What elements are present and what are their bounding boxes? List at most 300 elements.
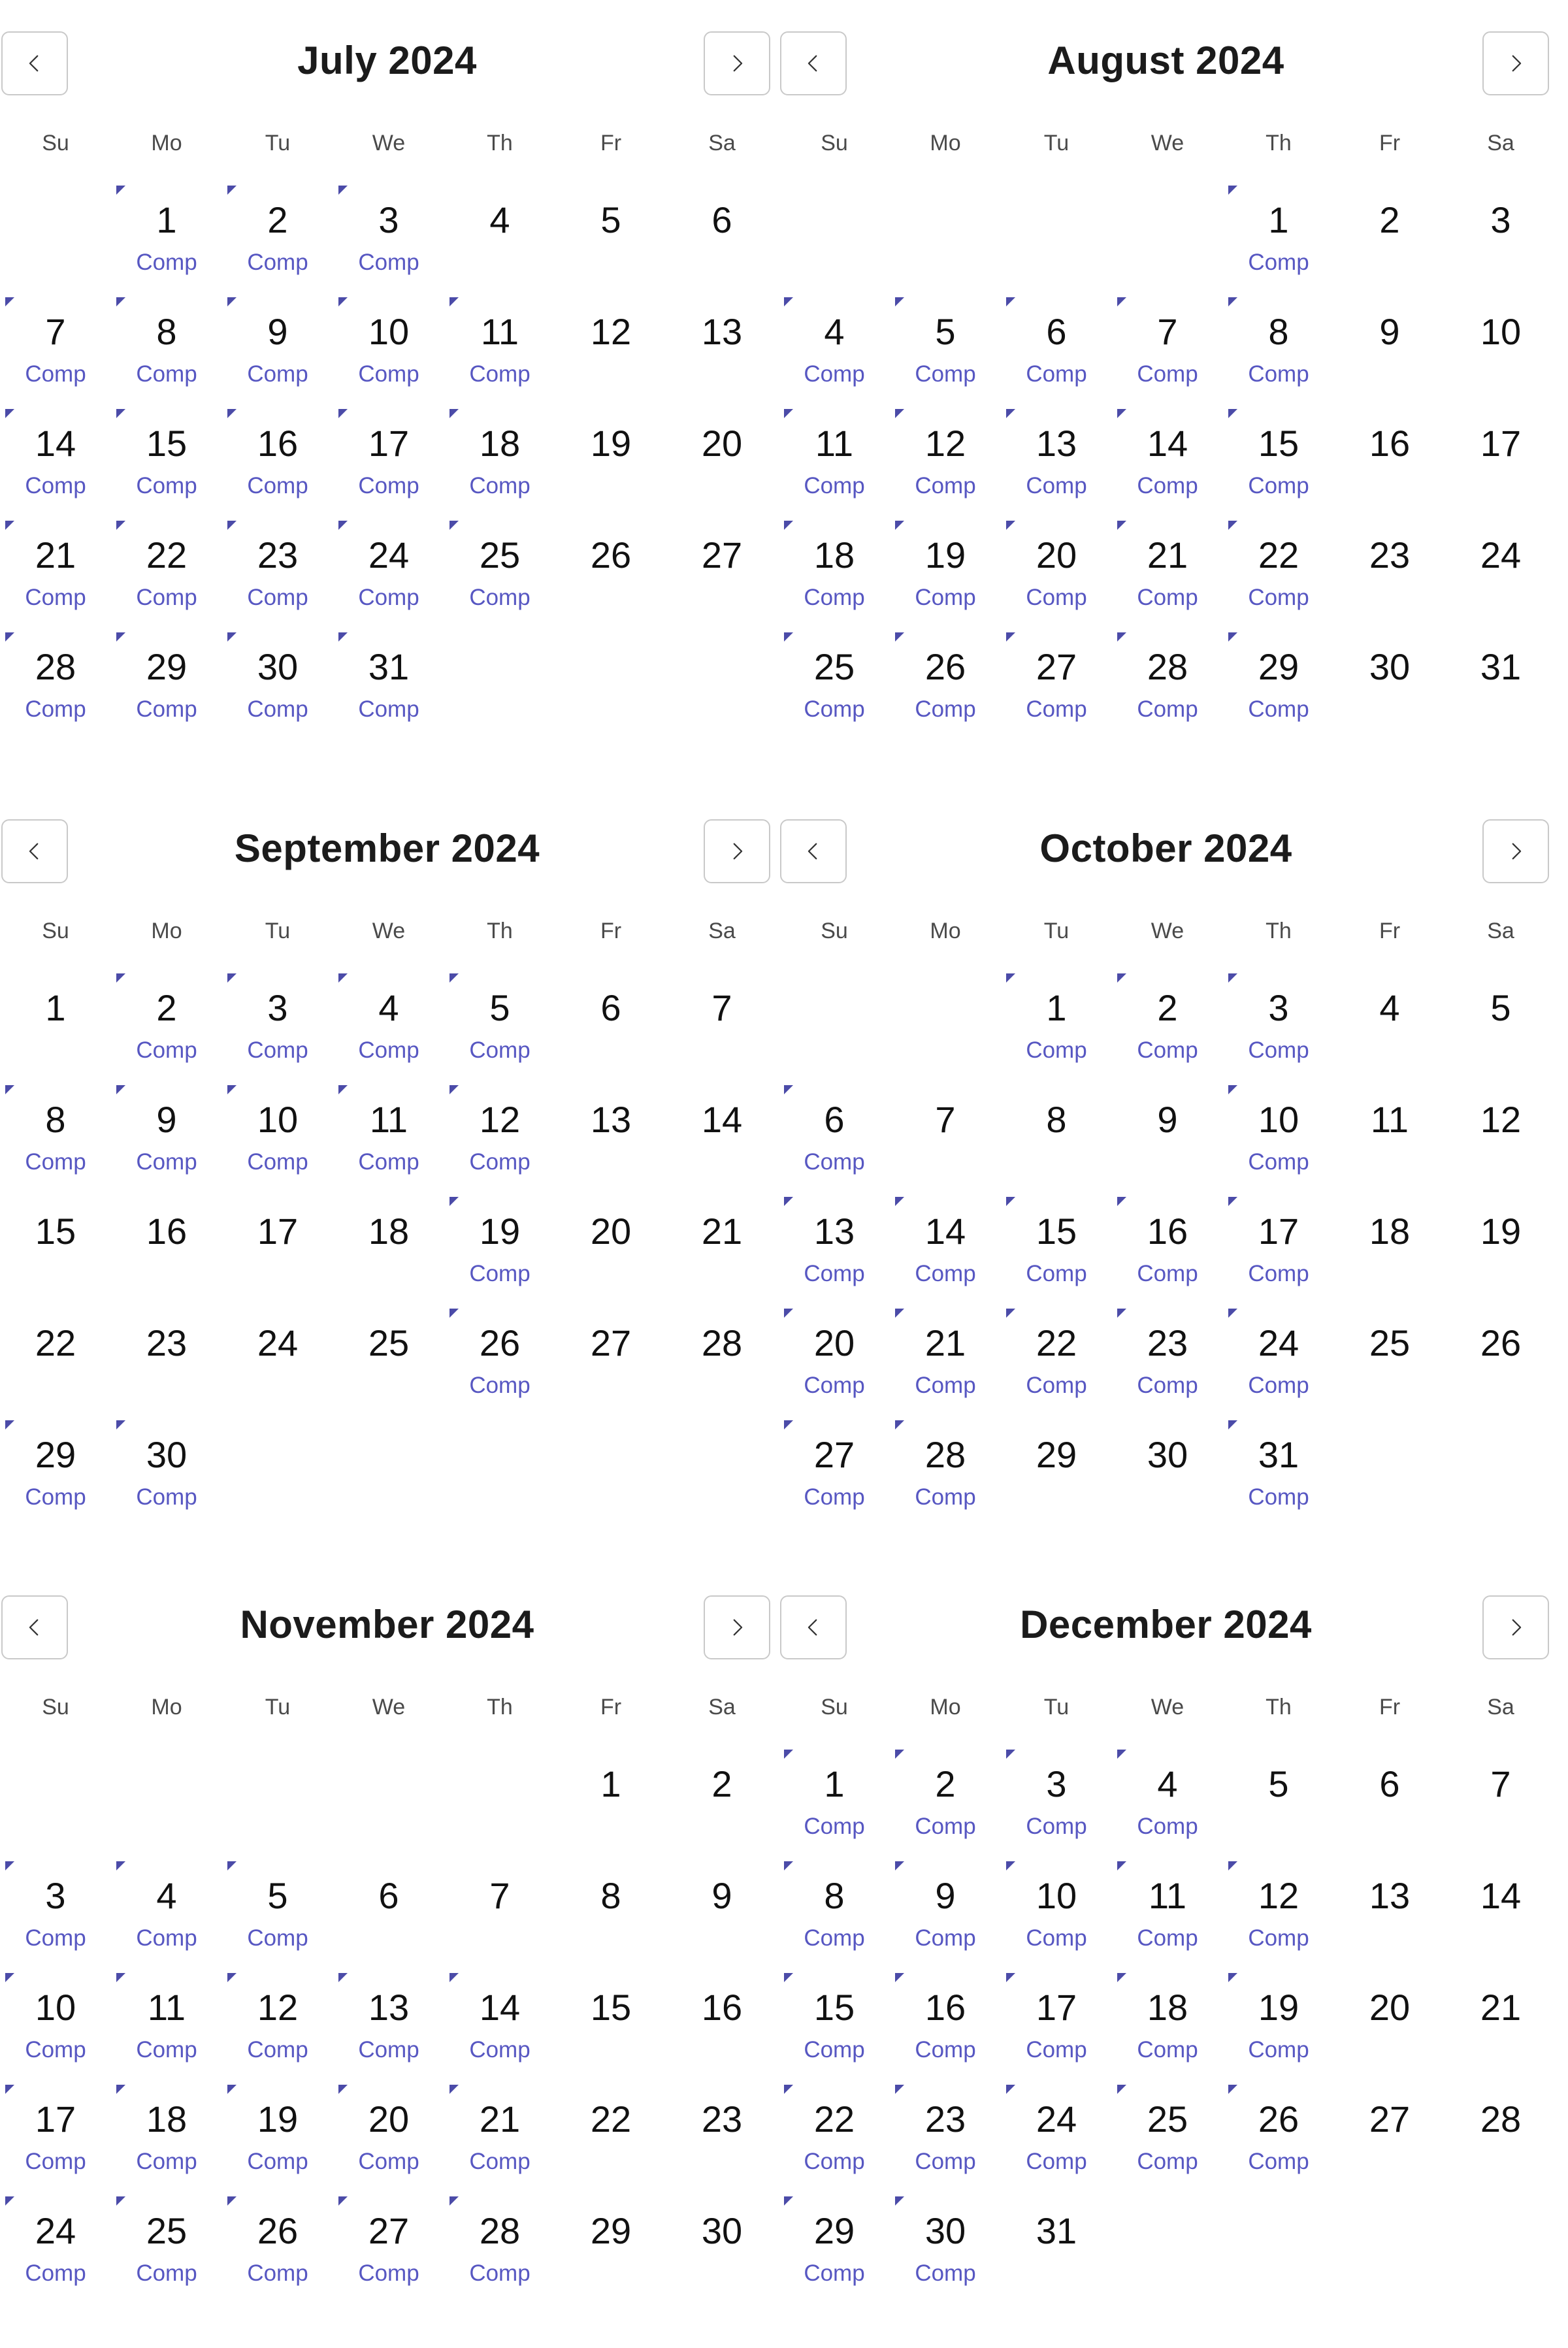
day-cell[interactable] [333, 1852, 444, 1964]
day-number: 17 [1258, 1211, 1299, 1252]
day-cell[interactable] [333, 2076, 444, 2187]
day-number: 2 [711, 1763, 732, 1804]
weekday-label: Tu [265, 919, 291, 943]
day-number: 11 [815, 423, 854, 464]
day-cell[interactable] [444, 1299, 555, 1411]
day-cell[interactable] [1223, 1188, 1334, 1299]
day-cell[interactable] [1334, 400, 1445, 512]
comp-marker-icon [1006, 297, 1015, 306]
day-cell[interactable] [1001, 2187, 1112, 2299]
day-cell[interactable] [1445, 623, 1556, 735]
day-cell[interactable] [1001, 1299, 1112, 1411]
day-cell[interactable] [555, 1740, 666, 1852]
comp-marker-icon [449, 2085, 459, 2094]
next-month-button[interactable] [704, 819, 770, 883]
weekday-label: We [1151, 919, 1184, 943]
day-cell[interactable] [333, 512, 444, 623]
day-cell[interactable] [890, 1964, 1001, 2076]
weekday-header [779, 919, 1556, 944]
day-number: 1 [156, 199, 177, 240]
day-cell[interactable] [0, 1964, 111, 2076]
day-number: 1 [45, 987, 66, 1028]
day-cell[interactable] [222, 623, 333, 735]
day-cell[interactable] [666, 1740, 777, 1852]
comp-label: Comp [358, 473, 419, 498]
comp-label: Comp [1137, 1373, 1198, 1398]
day-number: 9 [1379, 311, 1400, 352]
day-cell[interactable] [890, 1852, 1001, 1964]
day-number: 18 [479, 423, 521, 464]
day-cell[interactable] [0, 2076, 111, 2187]
comp-marker-icon [895, 2085, 904, 2094]
day-cell[interactable] [1112, 512, 1223, 623]
day-number: 21 [35, 534, 76, 576]
comp-marker-icon [1228, 409, 1237, 418]
comp-label: Comp [136, 1149, 197, 1175]
day-cell[interactable] [1445, 964, 1556, 1076]
day-cell[interactable] [555, 400, 666, 512]
day-cell[interactable] [222, 512, 333, 623]
day-cell[interactable] [222, 1076, 333, 1188]
day-cell[interactable] [1445, 1740, 1556, 1852]
day-number: 14 [1147, 423, 1188, 464]
day-cell[interactable] [222, 2076, 333, 2187]
day-cell[interactable] [0, 1188, 111, 1299]
day-number: 12 [479, 1099, 521, 1140]
day-cell[interactable] [444, 1852, 555, 1964]
comp-marker-icon [1228, 1197, 1237, 1206]
comp-marker-icon [449, 409, 459, 418]
comp-label: Comp [1248, 585, 1309, 610]
day-number: 18 [1147, 1987, 1188, 2028]
comp-marker-icon [338, 973, 348, 983]
day-cell[interactable] [1112, 400, 1223, 512]
day-grid [779, 964, 1556, 1523]
day-cell[interactable] [111, 2076, 222, 2187]
comp-label: Comp [136, 1925, 197, 1951]
day-cell[interactable] [1334, 1188, 1445, 1299]
day-cell[interactable] [444, 512, 555, 623]
comp-marker-icon [5, 409, 14, 418]
day-cell[interactable] [0, 2187, 111, 2299]
day-cell[interactable] [444, 2076, 555, 2187]
weekday-label: Sa [708, 1695, 736, 1720]
comp-label: Comp [247, 585, 308, 610]
day-number: 15 [813, 1987, 855, 2028]
day-cell[interactable] [555, 1076, 666, 1188]
day-cell[interactable] [111, 964, 222, 1076]
day-cell[interactable] [666, 1188, 777, 1299]
day-number: 30 [701, 2210, 743, 2251]
empty-day-cell [779, 176, 890, 288]
day-cell[interactable] [1001, 1188, 1112, 1299]
day-cell[interactable] [890, 623, 1001, 735]
comp-label: Comp [469, 1037, 531, 1063]
day-cell[interactable] [333, 623, 444, 735]
day-cell[interactable] [1445, 1299, 1556, 1411]
day-cell[interactable] [444, 176, 555, 288]
day-cell[interactable] [1001, 2076, 1112, 2187]
day-cell[interactable] [444, 1076, 555, 1188]
day-cell[interactable] [1223, 2076, 1334, 2187]
weekday-label: Mo [151, 131, 182, 155]
day-number: 17 [35, 2098, 76, 2140]
day-cell[interactable] [0, 512, 111, 623]
day-cell[interactable] [555, 1299, 666, 1411]
day-cell[interactable] [1223, 288, 1334, 400]
comp-marker-icon [5, 1420, 14, 1429]
empty-day-cell [779, 964, 890, 1076]
day-cell[interactable] [1112, 964, 1223, 1076]
day-cell[interactable] [555, 1852, 666, 1964]
day-cell[interactable] [444, 964, 555, 1076]
day-cell[interactable] [0, 964, 111, 1076]
day-number: 31 [368, 646, 410, 687]
day-number: 9 [156, 1099, 177, 1140]
day-cell[interactable] [1445, 288, 1556, 400]
day-cell[interactable] [111, 1076, 222, 1188]
next-month-button[interactable] [1482, 819, 1549, 883]
day-cell[interactable] [890, 2076, 1001, 2187]
day-cell[interactable] [1001, 1964, 1112, 2076]
comp-marker-icon [227, 297, 237, 306]
day-cell[interactable] [111, 176, 222, 288]
day-cell[interactable] [666, 400, 777, 512]
comp-marker-icon [1228, 1973, 1237, 1982]
day-cell[interactable] [666, 1299, 777, 1411]
day-cell[interactable] [1001, 964, 1112, 1076]
day-cell[interactable] [111, 288, 222, 400]
day-number: 27 [813, 1434, 855, 1475]
comp-label: Comp [358, 2260, 419, 2286]
day-cell[interactable] [444, 1188, 555, 1299]
day-cell[interactable] [333, 1299, 444, 1411]
comp-marker-icon [227, 1861, 237, 1870]
day-cell[interactable] [666, 1076, 777, 1188]
day-cell[interactable] [1334, 1076, 1445, 1188]
day-cell[interactable] [666, 512, 777, 623]
day-number: 1 [824, 1763, 845, 1804]
day-cell[interactable] [555, 176, 666, 288]
comp-marker-icon [784, 1750, 793, 1759]
day-cell[interactable] [1112, 2076, 1223, 2187]
day-cell[interactable] [333, 2187, 444, 2299]
day-cell[interactable] [779, 288, 890, 400]
day-cell[interactable] [555, 2187, 666, 2299]
day-cell[interactable] [111, 1188, 222, 1299]
day-cell[interactable] [111, 623, 222, 735]
comp-label: Comp [247, 473, 308, 498]
day-cell[interactable] [779, 1076, 890, 1188]
day-cell[interactable] [444, 400, 555, 512]
day-cell[interactable] [1112, 1076, 1223, 1188]
comp-marker-icon [116, 2085, 125, 2094]
day-cell[interactable] [333, 1076, 444, 1188]
empty-day-cell [890, 176, 1001, 288]
day-cell[interactable] [111, 1852, 222, 1964]
day-cell[interactable] [1334, 512, 1445, 623]
day-cell[interactable] [666, 176, 777, 288]
weekday-header [0, 1695, 777, 1720]
day-number: 14 [1480, 1875, 1522, 1916]
empty-day-cell [1001, 176, 1112, 288]
day-cell[interactable] [222, 1852, 333, 1964]
empty-day-cell [890, 964, 1001, 1076]
day-cell[interactable] [1001, 1852, 1112, 1964]
day-cell[interactable] [111, 400, 222, 512]
day-cell[interactable] [1112, 623, 1223, 735]
day-cell[interactable] [222, 400, 333, 512]
day-cell[interactable] [890, 512, 1001, 623]
day-cell[interactable] [1223, 1299, 1334, 1411]
day-cell[interactable] [1001, 1076, 1112, 1188]
day-cell[interactable] [0, 1411, 111, 1523]
day-cell[interactable] [1112, 288, 1223, 400]
day-number: 28 [1147, 646, 1188, 687]
comp-marker-icon [784, 1861, 793, 1870]
day-cell[interactable] [555, 1964, 666, 2076]
day-cell[interactable] [666, 1964, 777, 2076]
comp-marker-icon [338, 1973, 348, 1982]
day-cell[interactable] [1001, 288, 1112, 400]
day-cell[interactable] [779, 1299, 890, 1411]
day-cell[interactable] [111, 1299, 222, 1411]
empty-day-cell [0, 1740, 111, 1852]
day-cell[interactable] [1334, 2076, 1445, 2187]
day-cell[interactable] [890, 2187, 1001, 2299]
comp-marker-icon [1117, 973, 1126, 983]
day-cell[interactable] [222, 2187, 333, 2299]
day-cell[interactable] [779, 1964, 890, 2076]
weekday-label: Fr [1379, 131, 1401, 155]
day-cell[interactable] [666, 2187, 777, 2299]
month-calendar [0, 788, 784, 1572]
day-cell[interactable] [1001, 512, 1112, 623]
day-cell[interactable] [779, 2076, 890, 2187]
day-cell[interactable] [555, 288, 666, 400]
comp-marker-icon [5, 632, 14, 642]
comp-label: Comp [358, 585, 419, 610]
day-cell[interactable] [222, 288, 333, 400]
day-number: 28 [479, 2210, 521, 2251]
day-cell[interactable] [555, 512, 666, 623]
day-number: 2 [1379, 199, 1400, 240]
day-number: 30 [257, 646, 299, 687]
day-number: 23 [257, 534, 299, 576]
day-number: 29 [146, 646, 188, 687]
comp-label: Comp [247, 2260, 308, 2286]
day-cell[interactable] [0, 1852, 111, 1964]
day-cell[interactable] [0, 400, 111, 512]
weekday-label: Tu [265, 131, 291, 155]
day-number: 3 [267, 987, 288, 1028]
comp-marker-icon [1117, 1973, 1126, 1982]
day-cell[interactable] [0, 1076, 111, 1188]
day-cell[interactable] [111, 512, 222, 623]
day-number: 8 [1268, 311, 1289, 352]
comp-marker-icon [895, 1309, 904, 1318]
day-cell[interactable] [1001, 1411, 1112, 1523]
day-cell[interactable] [333, 1188, 444, 1299]
day-cell[interactable] [444, 2187, 555, 2299]
comp-label: Comp [247, 1149, 308, 1175]
day-cell[interactable] [1112, 1852, 1223, 1964]
weekday-label: Th [1266, 131, 1292, 155]
day-number: 10 [368, 311, 410, 352]
day-cell[interactable] [890, 1740, 1001, 1852]
day-cell[interactable] [222, 1964, 333, 2076]
weekday-label: Fr [600, 1695, 622, 1720]
weekday-label: Su [42, 131, 69, 155]
day-cell[interactable] [1223, 1964, 1334, 2076]
comp-label: Comp [915, 2260, 976, 2286]
day-cell[interactable] [1223, 623, 1334, 735]
day-cell[interactable] [1445, 1188, 1556, 1299]
day-cell[interactable] [779, 1740, 890, 1852]
comp-label: Comp [136, 2149, 197, 2174]
next-month-button[interactable] [1482, 31, 1549, 95]
day-cell[interactable] [555, 1188, 666, 1299]
day-number: 30 [1369, 646, 1411, 687]
weekday-header [0, 131, 777, 156]
day-cell[interactable] [333, 1964, 444, 2076]
day-cell[interactable] [0, 623, 111, 735]
day-cell[interactable] [1334, 1964, 1445, 2076]
day-cell[interactable] [444, 288, 555, 400]
next-month-button[interactable] [704, 31, 770, 95]
day-cell[interactable] [1334, 623, 1445, 735]
day-cell[interactable] [1223, 1852, 1334, 1964]
day-cell[interactable] [1223, 176, 1334, 288]
day-number: 23 [701, 2098, 743, 2140]
day-cell[interactable] [222, 1188, 333, 1299]
day-cell[interactable] [1112, 1740, 1223, 1852]
comp-marker-icon [116, 1420, 125, 1429]
comp-marker-icon [116, 521, 125, 530]
next-month-button[interactable] [704, 1595, 770, 1659]
comp-label: Comp [25, 2260, 86, 2286]
day-cell[interactable] [1334, 288, 1445, 400]
comp-marker-icon [1228, 186, 1237, 195]
day-cell[interactable] [1001, 400, 1112, 512]
comp-label: Comp [358, 361, 419, 387]
chevron-right-icon [1505, 52, 1527, 74]
next-month-button[interactable] [1482, 1595, 1549, 1659]
day-cell[interactable] [0, 1299, 111, 1411]
day-cell[interactable] [890, 1299, 1001, 1411]
day-cell[interactable] [1112, 1964, 1223, 2076]
day-cell[interactable] [1223, 964, 1334, 1076]
comp-marker-icon [1006, 521, 1015, 530]
day-cell[interactable] [779, 1411, 890, 1523]
day-cell[interactable] [555, 964, 666, 1076]
day-cell[interactable] [555, 2076, 666, 2187]
day-cell[interactable] [222, 964, 333, 1076]
comp-label: Comp [25, 1925, 86, 1951]
comp-marker-icon [116, 632, 125, 642]
day-cell[interactable] [890, 1411, 1001, 1523]
day-cell[interactable] [779, 400, 890, 512]
day-cell[interactable] [666, 2076, 777, 2187]
day-number: 18 [368, 1211, 410, 1252]
day-cell[interactable] [1223, 1076, 1334, 1188]
day-cell[interactable] [666, 288, 777, 400]
day-number: 12 [1258, 1875, 1299, 1916]
day-cell[interactable] [1334, 964, 1445, 1076]
day-cell[interactable] [222, 1299, 333, 1411]
day-cell[interactable] [1334, 1852, 1445, 1964]
day-cell[interactable] [890, 1076, 1001, 1188]
day-cell[interactable] [779, 512, 890, 623]
day-cell[interactable] [1334, 176, 1445, 288]
day-cell[interactable] [1223, 1411, 1334, 1523]
day-cell[interactable] [666, 1852, 777, 1964]
day-cell[interactable] [1445, 176, 1556, 288]
day-cell[interactable] [111, 1411, 222, 1523]
day-cell[interactable] [1223, 1740, 1334, 1852]
day-cell[interactable] [333, 288, 444, 400]
month-calendar [779, 788, 1563, 1572]
day-cell[interactable] [890, 1188, 1001, 1299]
day-cell[interactable] [111, 1964, 222, 2076]
day-number: 13 [813, 1211, 855, 1252]
day-cell[interactable] [1112, 1411, 1223, 1523]
day-cell[interactable] [1001, 1740, 1112, 1852]
day-cell[interactable] [0, 288, 111, 400]
day-cell[interactable] [333, 176, 444, 288]
day-cell[interactable] [1334, 1740, 1445, 1852]
day-cell[interactable] [779, 1188, 890, 1299]
comp-marker-icon [895, 297, 904, 306]
day-number: 7 [1490, 1763, 1511, 1804]
day-number: 1 [600, 1763, 621, 1804]
weekday-label: Su [821, 131, 848, 155]
day-cell[interactable] [333, 400, 444, 512]
day-cell[interactable] [1223, 512, 1334, 623]
day-cell[interactable] [333, 964, 444, 1076]
day-cell[interactable] [1445, 512, 1556, 623]
day-cell[interactable] [890, 288, 1001, 400]
day-cell[interactable] [222, 176, 333, 288]
day-cell[interactable] [1001, 623, 1112, 735]
day-cell[interactable] [111, 2187, 222, 2299]
day-cell[interactable] [1445, 1852, 1556, 1964]
day-cell[interactable] [1112, 1188, 1223, 1299]
comp-marker-icon [1117, 2085, 1126, 2094]
day-cell[interactable] [779, 1852, 890, 1964]
comp-marker-icon [1006, 1973, 1015, 1982]
day-cell[interactable] [890, 400, 1001, 512]
day-number: 24 [1258, 1322, 1299, 1363]
day-cell[interactable] [1445, 2076, 1556, 2187]
day-cell[interactable] [779, 623, 890, 735]
day-cell[interactable] [1334, 1299, 1445, 1411]
day-cell[interactable] [1445, 1964, 1556, 2076]
day-number: 24 [257, 1322, 299, 1363]
day-cell[interactable] [1223, 400, 1334, 512]
day-cell[interactable] [779, 2187, 890, 2299]
day-cell[interactable] [1445, 400, 1556, 512]
day-cell[interactable] [1112, 1299, 1223, 1411]
day-cell[interactable] [444, 1964, 555, 2076]
day-cell[interactable] [1445, 1076, 1556, 1188]
day-number: 19 [590, 423, 632, 464]
day-number: 26 [924, 646, 966, 687]
day-cell[interactable] [666, 964, 777, 1076]
comp-marker-icon [338, 2196, 348, 2206]
comp-label: Comp [25, 2037, 86, 2063]
day-number: 9 [267, 311, 288, 352]
